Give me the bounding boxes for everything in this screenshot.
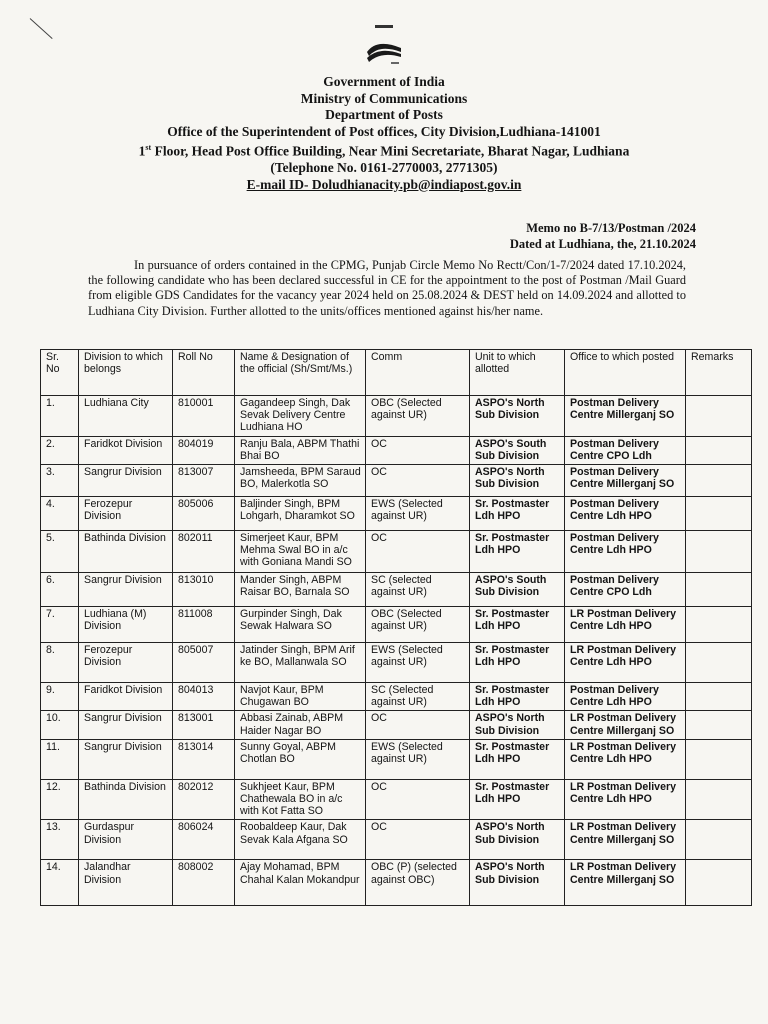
cell-division: Sangrur Division (79, 465, 173, 497)
cell-unit: ASPO's North Sub Division (470, 711, 565, 739)
cell-remarks (686, 643, 752, 683)
cell-remarks (686, 820, 752, 860)
cell-comm: EWS (Selected against UR) (366, 497, 470, 531)
cell-division: Jalandhar Division (79, 860, 173, 906)
cell-sr: 6. (41, 573, 79, 607)
cell-comm: OBC (Selected against UR) (366, 396, 470, 437)
table-row (41, 396, 752, 437)
header-department: Department of Posts (325, 107, 443, 122)
cell-name: Baljinder Singh, BPM Lohgarh, Dharamkot SO (235, 497, 366, 531)
memo-block (510, 220, 696, 252)
cell-office: LR Postman Delivery Centre Ldh HPO (565, 643, 686, 683)
cell-name: Jamsheeda, BPM Saraud BO, Malerkotla SO (235, 465, 366, 497)
cell-remarks (686, 607, 752, 643)
cell-name: Roobaldeep Kaur, Dak Sevak Kala Afgana SO (235, 820, 366, 860)
cell-sr: 8. (41, 643, 79, 683)
cell-remarks (686, 739, 752, 779)
cell-name: Gagandeep Singh, Dak Sevak Delivery Centre Ludhiana HO (235, 396, 366, 437)
cell-roll: 808002 (173, 860, 235, 906)
col-header: Remarks (686, 350, 752, 396)
cell-sr: 2. (41, 436, 79, 464)
cell-remarks (686, 497, 752, 531)
cell-name: Mander Singh, ABPM Raisar BO, Barnala SO (235, 573, 366, 607)
table-row (41, 531, 752, 573)
cell-office: Postman Delivery Centre Ldh HPO (565, 683, 686, 711)
cell-unit: Sr. Postmaster Ldh HPO (470, 531, 565, 573)
header-ministry: Ministry of Communications (300, 90, 468, 106)
cell-roll: 811008 (173, 607, 235, 643)
cell-unit: ASPO's North Sub Division (470, 465, 565, 497)
cell-remarks (686, 860, 752, 906)
cell-comm: OC (366, 436, 470, 464)
cell-roll: 813001 (173, 711, 235, 739)
cell-sr: 12. (41, 779, 79, 820)
cell-division: Sangrur Division (79, 711, 173, 739)
india-post-logo-icon (361, 22, 407, 68)
cell-sr: 4. (41, 497, 79, 531)
table-row (41, 643, 752, 683)
cell-office: LR Postman Delivery Centre Ldh HPO (565, 779, 686, 820)
memo-number: Memo no B-7/13/Postman /2024 (526, 221, 696, 235)
cell-sr: 10. (41, 711, 79, 739)
cell-roll: 804013 (173, 683, 235, 711)
cell-remarks (686, 465, 752, 497)
cell-name: Sunny Goyal, ABPM Chotlan BO (235, 739, 366, 779)
cell-name: Sukhjeet Kaur, BPM Chathewala BO in a/c with Kot Fatta SO (235, 779, 366, 820)
cell-name: Ajay Mohamad, BPM Chahal Kalan Mokandpur (235, 860, 366, 906)
header-email: E-mail ID- Doludhianacity.pb@indiapost.gov.in (246, 176, 522, 192)
cell-sr: 3. (41, 465, 79, 497)
cell-comm: OC (366, 531, 470, 573)
letterhead (0, 74, 768, 193)
table-row (41, 711, 752, 739)
cell-remarks (686, 573, 752, 607)
cell-name: Navjot Kaur, BPM Chugawan BO (235, 683, 366, 711)
table-row (41, 465, 752, 497)
cell-unit: Sr. Postmaster Ldh HPO (470, 683, 565, 711)
cell-sr: 11. (41, 739, 79, 779)
cell-sr: 1. (41, 396, 79, 437)
cell-comm: OC (366, 779, 470, 820)
col-header: Division to which belongs (79, 350, 173, 396)
cell-roll: 805007 (173, 643, 235, 683)
table-row (41, 573, 752, 607)
cell-office: Postman Delivery Centre Ldh HPO (565, 497, 686, 531)
cell-sr: 13. (41, 820, 79, 860)
cell-unit: Sr. Postmaster Ldh HPO (470, 607, 565, 643)
cell-office: LR Postman Delivery Centre Millerganj SO (565, 860, 686, 906)
cell-comm: OC (366, 820, 470, 860)
cell-roll: 813007 (173, 465, 235, 497)
col-header: Comm (366, 350, 470, 396)
cell-comm: SC (Selected against UR) (366, 683, 470, 711)
cell-office: Postman Delivery Centre Millerganj SO (565, 396, 686, 437)
header-address: 1st Floor, Head Post Office Building, Near Mini Secretariate, Bharat Nagar, Ludhiana (138, 143, 630, 159)
cell-unit: ASPO's South Sub Division (470, 436, 565, 464)
cell-roll: 802011 (173, 531, 235, 573)
cell-office: LR Postman Delivery Centre Millerganj SO (565, 820, 686, 860)
cell-roll: 810001 (173, 396, 235, 437)
cell-division: Bathinda Division (79, 531, 173, 573)
cell-roll: 806024 (173, 820, 235, 860)
cell-division: Sangrur Division (79, 573, 173, 607)
cell-comm: OC (366, 711, 470, 739)
body-paragraph: In pursuance of orders contained in the CPMG, Punjab Circle Memo No Rectt/Con/1-7/2024 dated 17.10.2024, the following candidate who has been declared successful in CE for the appointment to the post of Postman /Mail Guard from eligible GDS Candidates for the vacancy year 2024 held on 25.08.2024 & DEST held on 14.09.2024 and allotted to Ludhiana City Division. Further allotted to the units/offices mentioned against his/her name. (88, 258, 686, 318)
cell-remarks (686, 436, 752, 464)
cell-division: Ludhiana (M) Division (79, 607, 173, 643)
col-header: Name & Designation of the official (Sh/Smt/Ms.) (235, 350, 366, 396)
cell-office: LR Postman Delivery Centre Ldh HPO (565, 607, 686, 643)
cell-sr: 14. (41, 860, 79, 906)
cell-remarks (686, 531, 752, 573)
cell-unit: Sr. Postmaster Ldh HPO (470, 779, 565, 820)
cell-roll: 813014 (173, 739, 235, 779)
col-header: Office to which posted (565, 350, 686, 396)
memo-date: Dated at Ludhiana, the, 21.10.2024 (509, 237, 696, 251)
header-office: Office of the Superintendent of Post offices, City Division,Ludhiana-141001 (167, 123, 601, 139)
cell-comm: OC (366, 465, 470, 497)
table-row (41, 820, 752, 860)
table-row (41, 739, 752, 779)
cell-name: Abbasi Zainab, ABPM Haider Nagar BO (235, 711, 366, 739)
cell-division: Gurdaspur Division (79, 820, 173, 860)
table-row (41, 683, 752, 711)
cell-unit: Sr. Postmaster Ldh HPO (470, 739, 565, 779)
cell-comm: OBC (P) (selected against OBC) (366, 860, 470, 906)
cell-roll: 805006 (173, 497, 235, 531)
cell-unit: Sr. Postmaster Ldh HPO (470, 643, 565, 683)
cell-division: Faridkot Division (79, 683, 173, 711)
table-row (41, 860, 752, 906)
cell-name: Gurpinder Singh, Dak Sewak Halwara SO (235, 607, 366, 643)
cell-division: Ferozepur Division (79, 643, 173, 683)
header-government: Government of India (323, 74, 445, 89)
cell-name: Jatinder Singh, BPM Arif ke BO, Mallanwala SO (235, 643, 366, 683)
scan-mark (30, 18, 53, 39)
col-header: Roll No (173, 350, 235, 396)
col-header: Unit to which allotted (470, 350, 565, 396)
cell-remarks (686, 396, 752, 437)
table-row (41, 607, 752, 643)
cell-unit: ASPO's North Sub Division (470, 396, 565, 437)
table-row (41, 497, 752, 531)
cell-roll: 813010 (173, 573, 235, 607)
cell-remarks (686, 779, 752, 820)
cell-unit: ASPO's North Sub Division (470, 820, 565, 860)
cell-office: Postman Delivery Centre Ldh HPO (565, 531, 686, 573)
cell-division: Faridkot Division (79, 436, 173, 464)
cell-comm: SC (selected against UR) (366, 573, 470, 607)
cell-comm: EWS (Selected against UR) (366, 739, 470, 779)
cell-sr: 7. (41, 607, 79, 643)
cell-remarks (686, 683, 752, 711)
cell-division: Ferozepur Division (79, 497, 173, 531)
cell-division: Sangrur Division (79, 739, 173, 779)
cell-division: Bathinda Division (79, 779, 173, 820)
cell-unit: ASPO's South Sub Division (470, 573, 565, 607)
cell-sr: 5. (41, 531, 79, 573)
cell-roll: 802012 (173, 779, 235, 820)
cell-name: Ranju Bala, ABPM Thathi Bhai BO (235, 436, 366, 464)
cell-office: Postman Delivery Centre Millerganj SO (565, 465, 686, 497)
cell-office: Postman Delivery Centre CPO Ldh (565, 436, 686, 464)
table-row (41, 779, 752, 820)
allotment-table (40, 349, 752, 906)
cell-office: Postman Delivery Centre CPO Ldh (565, 573, 686, 607)
cell-division: Ludhiana City (79, 396, 173, 437)
cell-office: LR Postman Delivery Centre Ldh HPO (565, 739, 686, 779)
table-row (41, 436, 752, 464)
cell-roll: 804019 (173, 436, 235, 464)
cell-unit: Sr. Postmaster Ldh HPO (470, 497, 565, 531)
cell-unit: ASPO's North Sub Division (470, 860, 565, 906)
cell-office: LR Postman Delivery Centre Millerganj SO (565, 711, 686, 739)
cell-sr: 9. (41, 683, 79, 711)
cell-name: Simerjeet Kaur, BPM Mehma Swal BO in a/c with Goniana Mandi SO (235, 531, 366, 573)
cell-comm: EWS (Selected against UR) (366, 643, 470, 683)
col-header: Sr. No (41, 350, 79, 396)
cell-remarks (686, 711, 752, 739)
cell-comm: OBC (Selected against UR) (366, 607, 470, 643)
header-telephone: (Telephone No. 0161-2770003, 2771305) (270, 160, 498, 175)
table-header-row (41, 350, 752, 396)
